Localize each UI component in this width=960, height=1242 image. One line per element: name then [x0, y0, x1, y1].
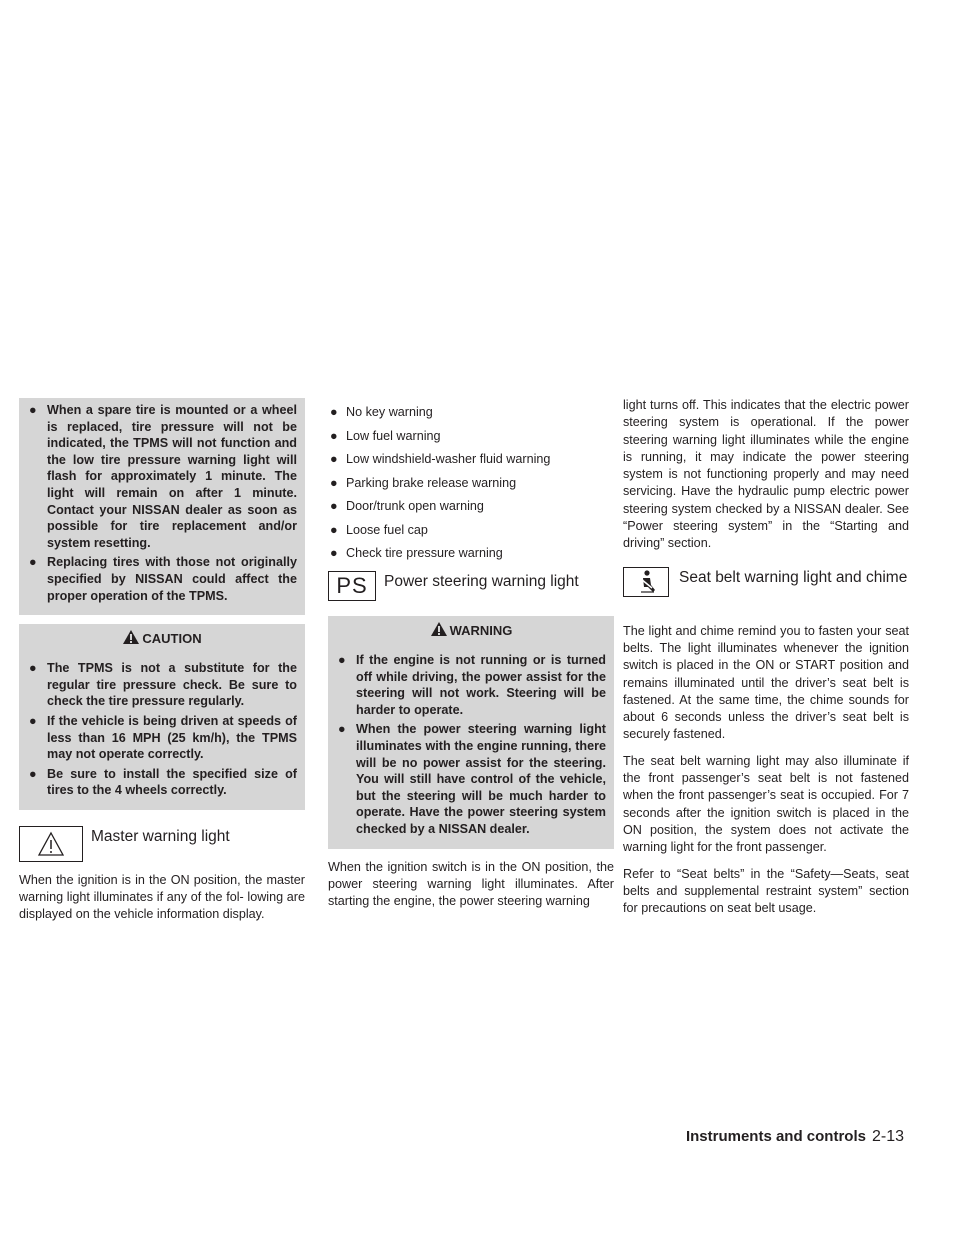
list-item: ● Replacing tires with those not originally specified by NISSAN could affect the proper operation of the TPMS. [29, 555, 297, 603]
warning-list [328, 398, 614, 561]
bullet-icon: ● [330, 475, 338, 490]
bullet-icon: ● [29, 403, 37, 417]
seatbelt-paragraph: The light and chime remind you to fasten your seat belts. The light illuminates whenever the ignition switch is placed in the ON or START position and remains illuminated until the driver’s seat belt is fastened. At the same time, the chime sounds for about 6 seconds unless the driver’s seat belt is securely fastened. [623, 623, 909, 742]
warning-triangle-icon [430, 621, 448, 637]
list-item: ● If the vehicle is being driven at speeds of less than 16 MPH (25 km/h), the TPMS may not operate correctly. [29, 713, 297, 762]
warning-box [328, 646, 614, 849]
caution-box [19, 654, 305, 810]
column-left [19, 398, 305, 933]
warning-triangle-icon [19, 826, 83, 862]
seatbelt-paragraph: The seat belt warning light may also illuminate if the front passenger’s seat belt is not fastened when the front passenger’s seat is occupied. For 7 seconds after the ignition switch is placed in the ON position, the system does not activate the warning light for the front passenger. [623, 753, 909, 855]
page-number: 2-13 [871, 1128, 904, 1145]
caution-triangle-icon [122, 629, 140, 645]
bullet-icon: ● [330, 405, 338, 419]
bullet-icon: ● [29, 713, 37, 728]
seatbelt-section [623, 567, 909, 611]
warning-heading: WARNING [328, 615, 614, 646]
caution-heading: CAUTION [19, 623, 305, 654]
list-item: ● The TPMS is not a substitute for the regular tire pressure check. Be sure to check the tire pressure regularly. [29, 661, 297, 709]
list-item: ● Door/trunk open warning [330, 499, 484, 513]
list-item: ● Parking brake release warning [330, 475, 517, 490]
footer-section-title: Instruments and controls [685, 1128, 866, 1145]
bullet-icon: ● [29, 555, 37, 570]
list-item: ● Low windshield-washer fluid warning [330, 452, 551, 466]
list-item: ● If the engine is not running or is turned off while driving, the power assist for the steering will not work. Steering will be harder to operate. [338, 653, 606, 717]
power-steering-section [328, 571, 614, 601]
list-item: ● No key warning [330, 405, 433, 419]
seatbelt-icon [623, 567, 669, 597]
bullet-icon: ● [330, 452, 338, 466]
bullet-icon: ● [330, 499, 338, 513]
tpms-notes-box [19, 398, 305, 615]
bullet-icon: ● [330, 522, 338, 537]
bullet-icon: ● [29, 766, 37, 781]
bullet-icon: ● [338, 653, 346, 667]
list-item: ● Loose fuel cap [330, 522, 428, 537]
ps-icon: PS [328, 571, 376, 601]
master-warning-section [19, 826, 305, 856]
column-right [623, 398, 909, 926]
page-footer [686, 1128, 904, 1146]
power-steering-body: When the ignition switch is in the ON position, the power steering warning light illuminates. After starting the engine, the power steering warning [328, 859, 614, 909]
bullet-icon: ● [330, 546, 338, 560]
seatbelt-paragraph: Refer to “Seat belts” in the “Safety—Seats, seat belts and supplemental restraint system” section for precautions on seat belt usage. [623, 866, 909, 916]
bullet-icon: ● [330, 428, 338, 443]
list-item: ● Low fuel warning [330, 428, 441, 443]
list-item: ● When the power steering warning light illuminates with the engine running, there will be no power assist for the steering. You will still have control of the vehicle, but the steering will be much harder to operate. Have the power steering system checked by a NISSAN dealer. [338, 722, 606, 836]
master-warning-title: Master warning light [91, 827, 230, 845]
master-warning-body: When the ignition is in the ON position, the master warning light illuminates if any of the fol- lowing are displayed on the vehicle information display. [19, 872, 305, 922]
bullet-icon: ● [338, 722, 346, 737]
power-steering-body-continued: light turns off. This indicates that the electric power steering system is operational. If the power steering warning light illuminates while the engine is running, it may indicate the power steering system is not functioning properly and may need servicing. Have the hydraulic pump electric power steering system checked by a NISSAN dealer. See “Power steering system” in the “Starting and driving” section. [623, 398, 909, 551]
column-middle [328, 398, 614, 919]
list-item: ● When a spare tire is mounted or a wheel is replaced, tire pressure will not be indicated, the TPMS will not function and the low tire pressure warning light will flash for approximately 1 minute. The light will remain on after 1 minute. Contact your NISSAN dealer as soon as possible for tire replacement and/or system resetting. [29, 403, 297, 550]
bullet-icon: ● [29, 661, 37, 676]
list-item: ● Be sure to install the specified size of tires to the 4 wheels correctly. [29, 766, 297, 798]
list-item: ● Check tire pressure warning [330, 546, 503, 560]
seatbelt-title: Seat belt warning light and chime [679, 568, 908, 586]
power-steering-title: Power steering warning light [384, 573, 579, 590]
